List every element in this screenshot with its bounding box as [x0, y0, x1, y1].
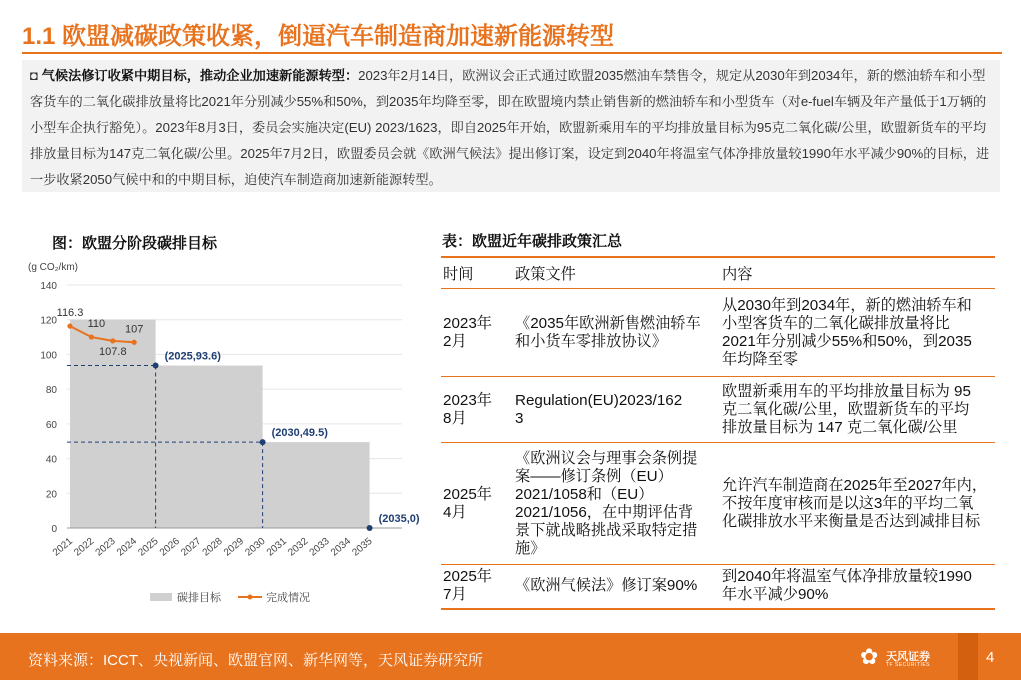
- table-cell-document: 《欧洲气候法》修订案90%: [513, 565, 720, 609]
- table-title: 表：欧盟近年碳排政策汇总: [442, 233, 623, 250]
- y-unit-label: (g CO₂/km): [28, 262, 78, 273]
- policy-table: [441, 256, 995, 610]
- flower-icon: ✿: [860, 644, 879, 669]
- table-cell-content: 允许汽车制造商在2025年至2027年内， 不按年度审核而是以这3年的平均二氧 化碳排放水平来衡量是否达到减排目标: [720, 443, 995, 565]
- actual-point: [67, 324, 72, 329]
- logo-text: 天风证券: [886, 651, 930, 663]
- x-tick-label: 2029: [222, 535, 247, 559]
- x-tick-label: 2022: [72, 535, 97, 559]
- table-row: [441, 565, 995, 609]
- footer-bar: [0, 633, 1021, 680]
- y-tick-label: 0: [51, 524, 57, 535]
- table-cell-time: 2025年 7月: [441, 565, 513, 609]
- x-tick-label: 2034: [329, 535, 354, 559]
- target-point-label: (2035,0): [378, 513, 420, 525]
- table-row: [441, 443, 995, 565]
- y-tick-label: 120: [40, 315, 57, 327]
- target-bar: [263, 442, 370, 528]
- x-tick-label: 2031: [264, 535, 289, 559]
- actual-point: [110, 338, 115, 343]
- target-point: [367, 525, 373, 531]
- legend-label-actual: 完成情况: [266, 592, 310, 604]
- x-tick-label: 2023: [93, 535, 118, 559]
- y-tick-label: 80: [45, 385, 57, 397]
- x-tick-label: 2028: [200, 535, 225, 559]
- legend-label-target: 碳排目标: [177, 592, 221, 604]
- target-point-label: (2030,49.5): [271, 427, 328, 440]
- table-cell-content: 欧盟新乘用车的平均排放量目标为 95 克二氧化碳/公里，欧盟新货车的平均 排放量目标为 147 克二氧化碳/公里: [720, 377, 995, 443]
- target-point: [260, 439, 266, 445]
- x-tick-label: 2027: [179, 535, 204, 559]
- page-marker: [958, 633, 978, 680]
- actual-point-label: 107: [125, 323, 144, 336]
- target-point-label: (2025,93.6): [164, 350, 221, 363]
- table-header-row: [441, 257, 995, 289]
- table-cell-document: 《2035年欧洲新售燃油轿车 和小货车零排放协议》: [513, 289, 720, 377]
- table-cell-content: 到2040年将温室气体净排放量较1990 年水平减少90%: [720, 565, 995, 609]
- table-cell-time: 2025年 4月: [441, 443, 513, 565]
- x-tick-label: 2024: [115, 535, 140, 559]
- table-cell-document: Regulation(EU)2023/162 3: [513, 377, 720, 443]
- table-header-content: 内容: [720, 257, 995, 289]
- y-tick-label: 100: [40, 350, 57, 362]
- bullet-icon: ◘: [30, 68, 38, 83]
- legend-swatch-target: [150, 593, 172, 601]
- x-tick-label: 2030: [243, 535, 268, 559]
- actual-point-label: 116.3: [56, 307, 84, 320]
- x-tick-label: 2025: [136, 535, 161, 559]
- y-tick-label: 140: [40, 281, 57, 292]
- x-tick-label: 2033: [307, 535, 332, 559]
- x-tick-label: 2021: [50, 535, 75, 559]
- y-tick-label: 20: [45, 489, 57, 501]
- y-tick-label: 40: [45, 454, 57, 466]
- summary-body: 2023年2月14日，欧洲议会正式通过欧盟2035燃油车禁售令，规定从2030年到2034年，新的燃油轿车和小型客货车的二氧化碳排放量将比2021年分别减少55%和50%，到2035年均降至零，即在欧盟境内禁止销售新的燃油轿车和小型货车（对e-fuel车辆及年产量低于1万辆的小型车企执行豁免）。2023年8月3日，委员会实施决定(EU) 2023/1623，即自2025年开始，欧盟新乘用车的平均排放量目标为95克二氧化碳/公里，欧盟新货车的平均排放量目标为147克二氧化碳/公里。2025年7月2日，欧盟委员会就《欧洲气候法》提出修订案，设定到2040年将温室气体净排放量较1990年水平减少90%的目标，进一步收紧2050气候中和的中期目标，迫使汽车制造商加速新能源转型。: [30, 68, 990, 187]
- table-cell-time: 2023年 2月: [441, 289, 513, 377]
- table-cell-time: 2023年 8月: [441, 377, 513, 443]
- table-cell-content: 从2030年到2034年，新的燃油轿车和 小型客货车的二氧化碳排放量将比 2021年分别减少55%和50%，到2035 年均降至零: [720, 289, 995, 377]
- y-tick-label: 60: [45, 419, 57, 431]
- actual-point: [132, 340, 137, 345]
- page-number: 4: [986, 649, 995, 666]
- summary-lead: 气候法修订收紧中期目标，推动企业加速新能源转型：: [41, 68, 359, 83]
- legend-marker-actual: [248, 595, 253, 600]
- logo-subtext: TF SECURITIES: [886, 662, 931, 668]
- actual-point-label: 110: [87, 318, 106, 331]
- x-tick-label: 2035: [350, 535, 375, 559]
- x-tick-label: 2026: [157, 535, 182, 559]
- emission-target-chart: [22, 256, 422, 616]
- target-point: [153, 363, 159, 369]
- page-title: 1.1 欧盟减碳政策收紧，倒逼汽车制造商加速新能源转型: [22, 23, 615, 50]
- x-tick-label: 2032: [286, 535, 311, 559]
- target-bar: [156, 366, 263, 528]
- table-row: [441, 289, 995, 377]
- source-note: 资料来源：ICCT、央视新闻、欧盟官网、新华网等，天风证券研究所: [28, 652, 483, 669]
- table-header-document: 政策文件: [513, 257, 720, 289]
- figure-title: 图：欧盟分阶段碳排目标: [52, 235, 218, 252]
- table-row: [441, 377, 995, 443]
- actual-point: [89, 334, 94, 339]
- company-logo: [860, 645, 940, 671]
- summary-box: [22, 60, 1000, 192]
- actual-point-label: 107.8: [99, 345, 127, 358]
- table-header-time: 时间: [441, 257, 513, 289]
- table-cell-document: 《欧洲议会与理事会条例提 案——修订条例（EU） 2021/1058和（EU） 2021/1056，在中期评估背 景下就战略挑战采取特定措 施》: [513, 443, 720, 565]
- title-divider: [22, 52, 1002, 54]
